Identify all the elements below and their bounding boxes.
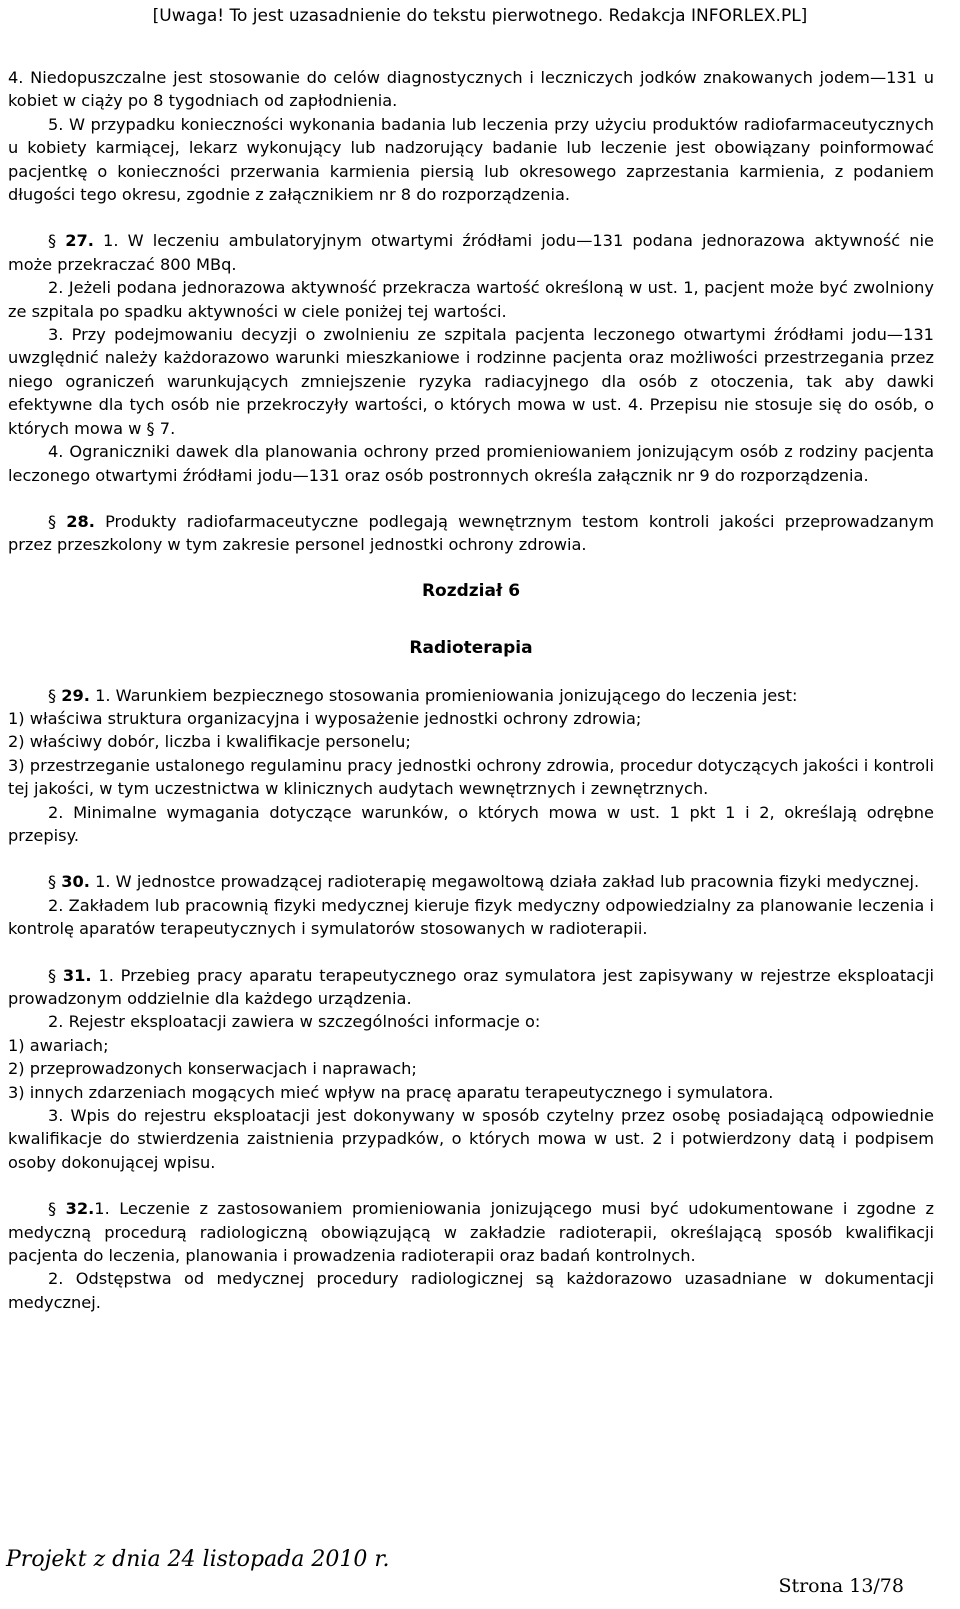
- section-31-ust-3: 3. Wpis do rejestru eksploatacji jest dokonywany w sposób czytelny przez osobę posiadającą odpowiednie kwalifikacje do stwierdzenia zaistnienia przypadków, o których mowa w ust. 2 i potwierdzony datą i podpisem osoby dokonującej wpisu.: [8, 1106, 934, 1172]
- section-32-number: 32.: [65, 1199, 95, 1219]
- section-29-pkt-2: 2) właściwy dobór, liczba i kwalifikacje personelu;: [8, 732, 411, 752]
- section-31-ust-1: [8, 964, 934, 1011]
- section-30-number: 30.: [61, 872, 90, 892]
- draft-date-footer: Projekt z dnia 24 listopada 2010 r.: [6, 1547, 390, 1572]
- section-sign: §: [48, 685, 57, 705]
- section-28-number: 28.: [66, 511, 95, 531]
- section-30-ust-1-text: 1. W jednostce prowadzącej radioterapię megawoltową działa zakład lub pracownia fizyki medycznej.: [95, 872, 920, 892]
- section-sign: §: [48, 965, 57, 985]
- section-29-pkt-3: 3) przestrzeganie ustalonego regulaminu pracy jednostki ochrony zdrowia, procedur dotyczących jakości i kontroli tej jakości, w tym uczestnictwa w klinicznych audytach wewnętrznych i zewnętrznych.: [8, 755, 934, 799]
- paragraph-4: 4. Niedopuszczalne jest stosowanie do celów diagnostycznych i leczniczych jodków znakowanych jodem—131 u kobiet w ciąży po 8 tygodniach od zapłodnienia.: [8, 68, 934, 111]
- section-27-ust-1: [8, 229, 934, 276]
- section-32-ust-1: [8, 1197, 934, 1267]
- section-29-number: 29.: [61, 685, 90, 705]
- page-number: Strona 13/78: [778, 1575, 904, 1597]
- section-28-text: Produkty radiofarmaceutyczne podlegają wewnętrznym testom kontroli jakości przeprowadzanym przez przeszkolony w tym zakresie personel jednostki ochrony zdrowia.: [8, 511, 934, 555]
- section-31-ust-1-text: 1. Przebieg pracy aparatu terapeutycznego oraz symulatora jest zapisywany w rejestrze eksploatacji prowadzonym oddzielnie dla każdego urządzenia.: [8, 965, 935, 1008]
- section-31-pkt-2: 2) przeprowadzonych konserwacjach i naprawach;: [8, 1059, 417, 1079]
- section-27-ust-3: 3. Przy podejmowaniu decyzji o zwolnieniu ze szpitala pacjenta leczonego otwartymi źródłami jodu—131 uwzględnić należy każdorazowo warunki mieszkaniowe i rodzinne pacjenta oraz możliwości przestrzegania przez niego ograniczeń warunkujących zmniejszenie ryzyka radiacyjnego dla osób z otoczenia, tak aby dawki efektywne dla tych osób nie przekroczyły wartości, o których mowa w ust. 4. Przepisu nie stosuje się do osób, o których mowa w § 7.: [8, 325, 934, 438]
- section-29-pkt-1: 1) właściwa struktura organizacyjna i wyposażenie jednostki ochrony zdrowia;: [8, 708, 642, 728]
- document-body: [8, 66, 934, 1314]
- section-31-ust-2: 2. Rejestr eksploatacji zawiera w szczególności informacje o:: [48, 1012, 541, 1032]
- document-header: [Uwaga! To jest uzasadnienie do tekstu pierwotnego. Redakcja INFORLEX.PL]: [152, 6, 808, 26]
- section-31-pkt-3: 3) innych zdarzeniach mogących mieć wpływ na pracę aparatu terapeutycznego i symulatora.: [8, 1082, 774, 1102]
- section-29-ust-1-text: 1. Warunkiem bezpiecznego stosowania promieniowania jonizującego do leczenia jest:: [95, 685, 798, 705]
- section-30-ust-2: 2. Zakładem lub pracownią fizyki medycznej kieruje fizyk medyczny odpowiedzialny za planowanie leczenia i kontrolę aparatów terapeutycznych i symulatorów stosowanych w radioterapii.: [8, 895, 934, 939]
- section-29-ust-1: [8, 684, 934, 707]
- section-32-ust-2: 2. Odstępstwa od medycznej procedury radiologicznej są każdorazowo uzasadniane w dokumentacji medycznej.: [8, 1269, 934, 1312]
- section-29-ust-2: 2. Minimalne wymagania dotyczące warunków, o których mowa w ust. 1 pkt 1 i 2, określają odrębne przepisy.: [8, 802, 934, 845]
- section-27-ust-2: 2. Jeżeli podana jednorazowa aktywność przekracza wartość określoną w ust. 1, pacjent może być zwolniony ze szpitala po spadku aktywności w ciele poniżej tej wartości.: [8, 278, 934, 321]
- chapter-heading: Rozdział 6: [421, 580, 521, 601]
- section-27-number: 27.: [65, 231, 94, 251]
- section-sign: §: [48, 231, 57, 251]
- section-31-number: 31.: [62, 965, 92, 985]
- section-sign: §: [48, 1199, 57, 1219]
- section-27-ust-4: 4. Ograniczniki dawek dla planowania ochrony przed promieniowaniem jonizującym osób z rodziny pacjenta leczonego otwartymi źródłami jodu—131 oraz osób postronnych określa załącznik nr 9 do rozporządzenia.: [8, 442, 934, 485]
- section-28: [8, 510, 934, 557]
- paragraph-5: 5. W przypadku konieczności wykonania badania lub leczenia przy użyciu produktów radiofarmaceutycznych u kobiety karmiącej, lekarz wykonujący lub nadzorujący badanie lub leczenie jest obowiązany poinformować pacjentkę o konieczności przerwania karmienia piersią lub okresowego zaprzestania karmienia, z podaniem długości tego okresu, zgodnie z załącznikiem nr 8 do rozporządzenia.: [8, 114, 934, 205]
- section-30-ust-1: [8, 870, 934, 893]
- section-sign: §: [48, 511, 57, 531]
- chapter-title: Radioterapia: [409, 638, 533, 659]
- section-32-ust-1-text: 1. Leczenie z zastosowaniem promieniowania jonizującego musi być udokumentowane i zgodne z medyczną procedurą radiologiczną obowiązującą w zakładzie radioterapii, określającą sposób kwalifikacji pacjenta do leczenia, planowania i prowadzenia radioterapii oraz badań kontrolnych.: [8, 1199, 934, 1266]
- section-31-pkt-1: 1) awariach;: [8, 1035, 109, 1055]
- section-27-ust-1-text: 1. W leczeniu ambulatoryjnym otwartymi źródłami jodu—131 podana jednorazowa aktywność nie może przekraczać 800 MBq.: [8, 231, 934, 274]
- section-sign: §: [48, 872, 57, 892]
